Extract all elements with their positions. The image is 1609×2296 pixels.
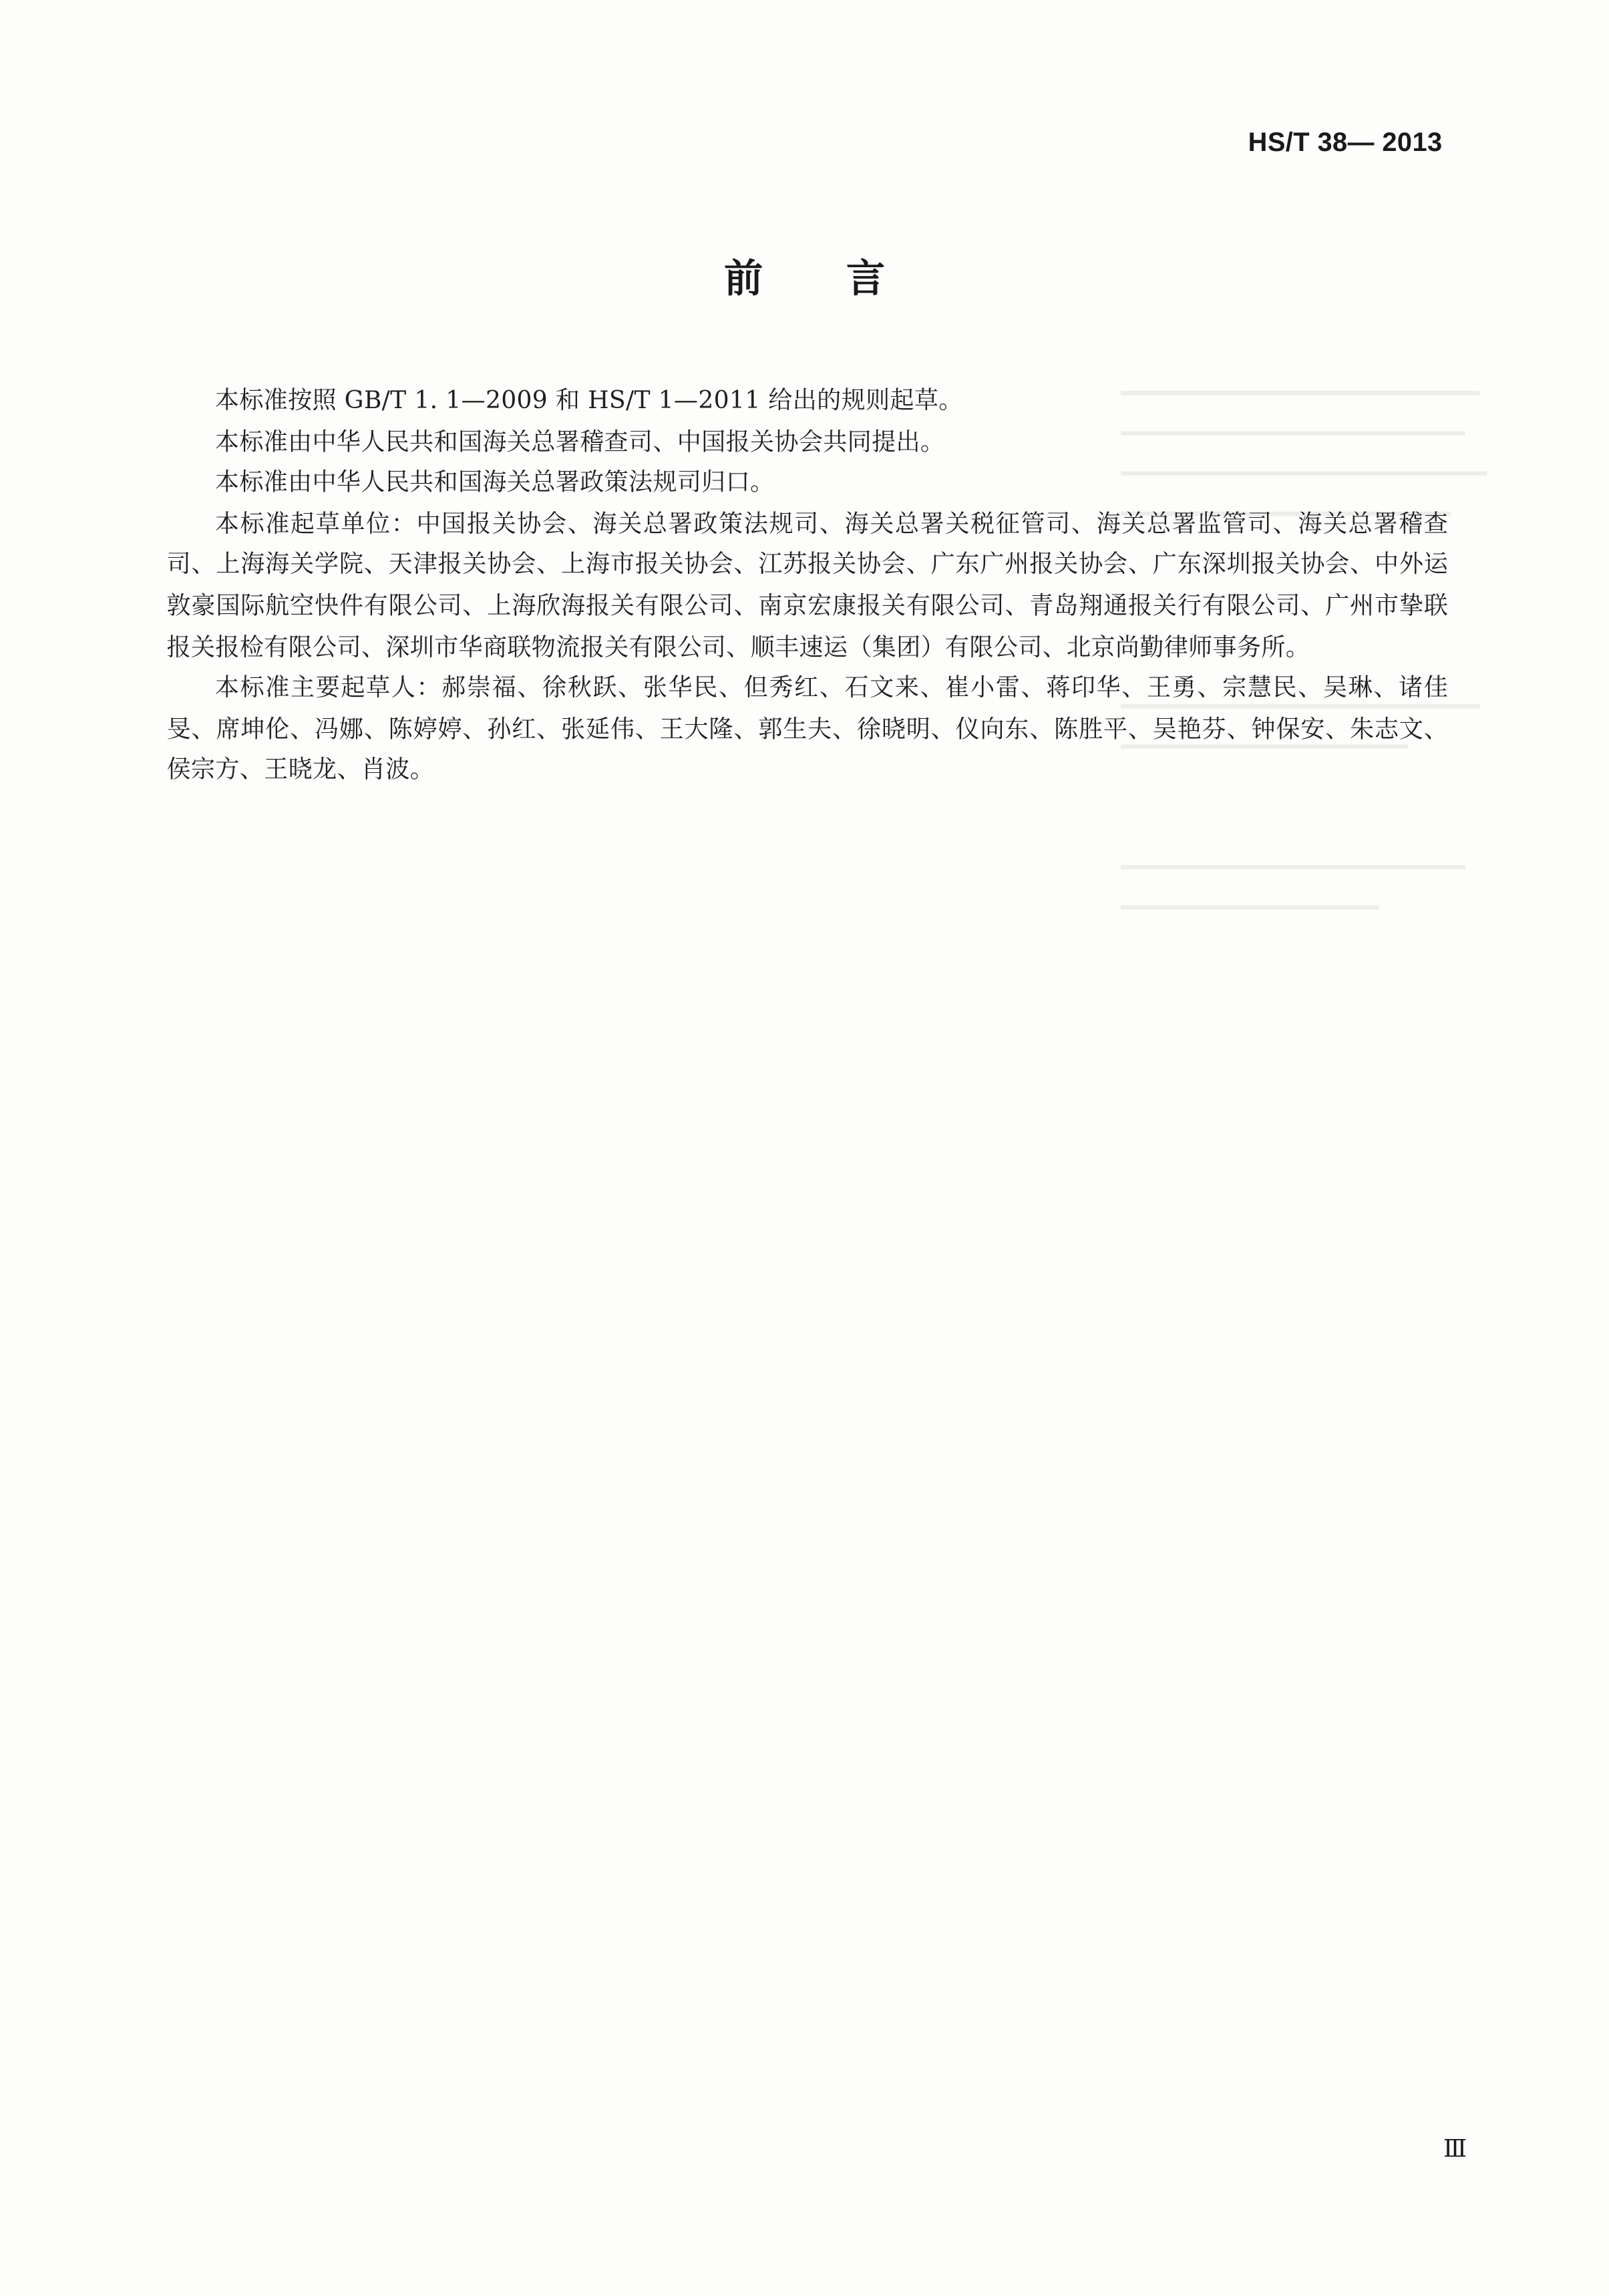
paragraph-centralized-by: 本标准由中华人民共和国海关总署政策法规司归口。 — [214, 467, 775, 496]
standard-number: HS/T 38— 2013 — [1248, 126, 1443, 157]
paragraph-drafting-units: 本标准起草单位：中国报关协会、海关总署政策法规司、海关总署关税征管司、海关总署监管司、海关总署稽查司、上海海关学院、天津报关协会、上海市报关协会、江苏报关协会、广东广州报关协会、广东深圳报关协会、中外运敦豪国际航空快件有限公司、上海欣海报关有限公司、南京宏康报关有限公司、青岛翔通报关行有限公司、广州市挚联报关报检有限公司、深圳市华商联物流报关有限公司、顺丰速运（集团）有限公司、北京尚勤律师事务所。 — [166, 508, 1449, 661]
paragraph-proposed-by: 本标准由中华人民共和国海关总署稽查司、中国报关协会共同提出。 — [214, 426, 945, 455]
foreword-body — [167, 379, 1449, 790]
page-title: 前言 — [724, 257, 968, 302]
page-number: Ⅲ — [1443, 2135, 1466, 2164]
paragraph-drafting-rules: 本标准按照 GB/T 1. 1—2009 和 HS/T 1—2011 给出的规则起草。 — [214, 385, 963, 414]
paragraph-main-drafters: 本标准主要起草人：郝崇福、徐秋跃、张华民、但秀红、石文来、崔小雷、蒋印华、王勇、宗慧民、吴琳、诸佳旻、席坤伦、冯娜、陈婷婷、孙红、张延伟、王大隆、郭生夫、徐晓明、仪向东、陈胜平、吴艳芬、钟保安、朱志文、侯宗方、王晓龙、肖波。 — [166, 673, 1449, 784]
